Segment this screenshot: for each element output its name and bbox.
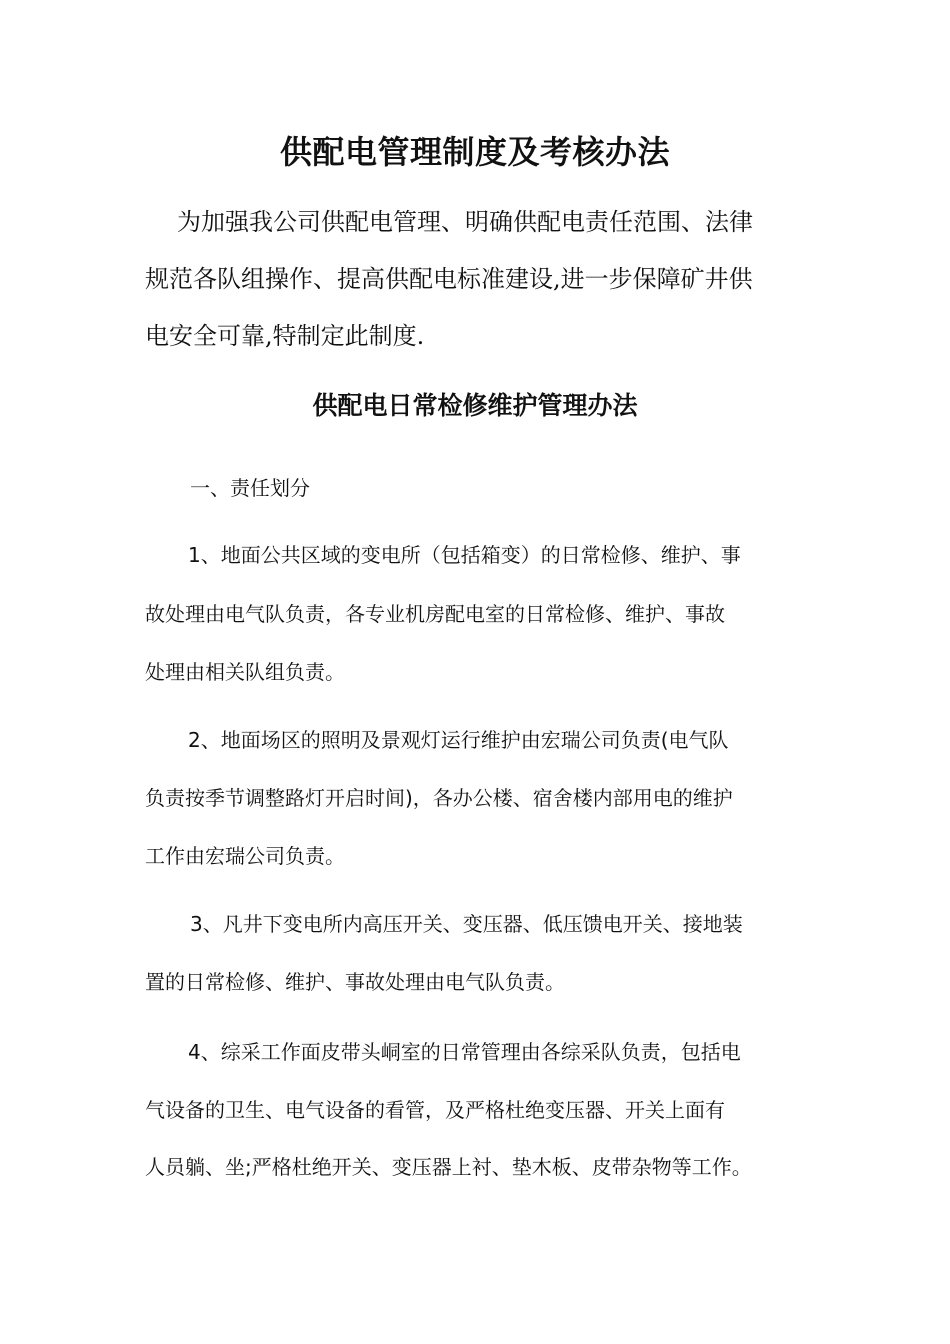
intro-line-2: 规范各队组操作、提高供配电标准建设,进一步保障矿井供 [145,265,753,293]
item-1-line-1: 1、地面公共区域的变电所（包括箱变）的日常检修、维护、事 [188,543,741,567]
intro-line-1: 为加强我公司供配电管理、明确供配电责任范围、法律 [177,208,753,236]
item-4-line-1: 4、综采工作面皮带头峒室的日常管理由各综采队负责，包括电 [188,1040,741,1064]
item-4-line-2: 气设备的卫生、电气设备的看管，及严格杜绝变压器、开关上面有 [145,1098,725,1122]
document-title: 供配电管理制度及考核办法 [279,133,670,171]
item-3-line-2: 置的日常检修、维护、事故处理由电气队负责。 [145,970,565,994]
item-2-line-3: 工作由宏瑞公司负责。 [145,844,345,868]
item-1-line-2: 故处理由电气队负责，各专业机房配电室的日常检修、维护、事故 [145,602,725,626]
intro-line-3: 电安全可靠,特制定此制度. [145,322,425,350]
item-2-line-1: 2、地面场区的照明及景观灯运行维护由宏瑞公司负责(电气队 [188,728,729,752]
item-2-line-2: 负责按季节调整路灯开启时间)，各办公楼、宿舍楼内部用电的维护 [145,786,733,810]
item-3-line-1: 3、凡井下变电所内高压开关、变压器、低压馈电开关、接地装 [190,912,743,936]
section-title: 供配电日常检修维护管理办法 [312,391,638,420]
heading-responsibility: 一、责任划分 [190,476,310,500]
item-4-line-3: 人员躺、坐;严格杜绝开关、变压器上衬、垫木板、皮带杂物等工作。 [145,1155,752,1179]
item-1-line-3: 处理由相关队组负责。 [145,660,345,684]
